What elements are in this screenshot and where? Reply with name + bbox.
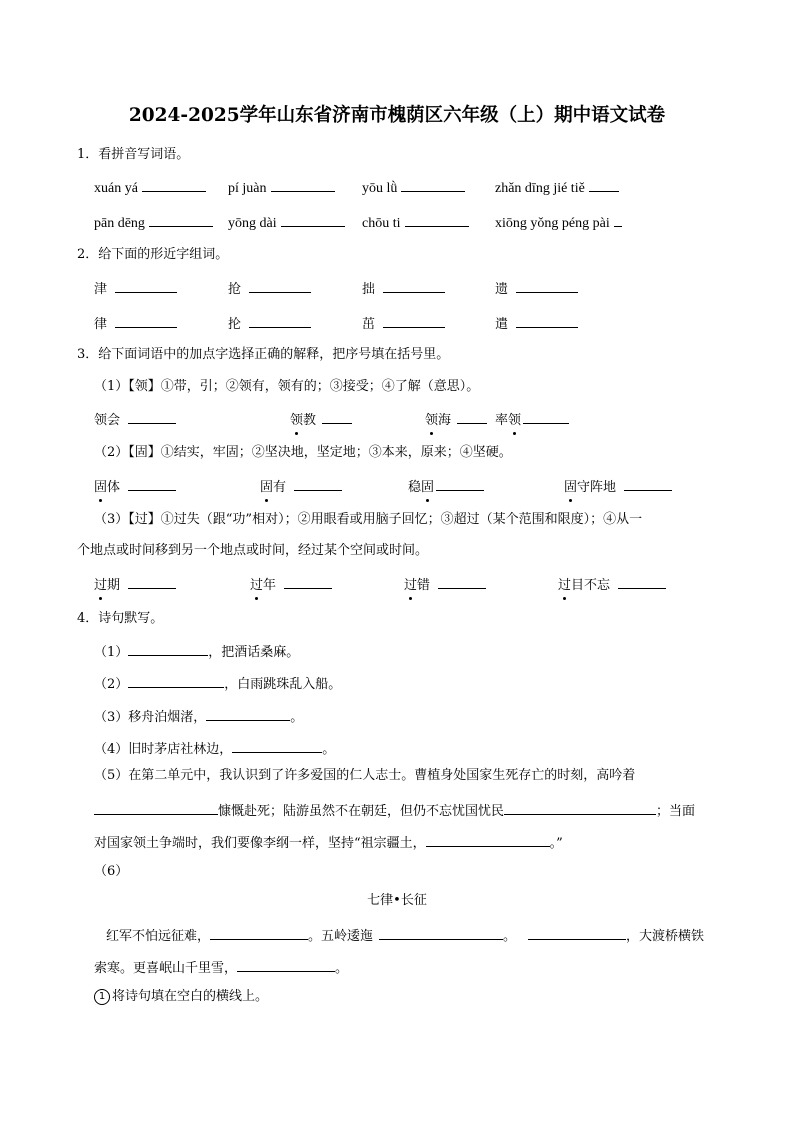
answer-blank[interactable] [128,642,208,656]
answer-blank[interactable] [249,314,311,328]
page-title: 2024-2025学年山东省济南市槐荫区六年级（上）期中语文试卷 [128,105,666,126]
answer-blank[interactable] [271,178,335,192]
answer-blank[interactable] [618,575,666,589]
answer-blank[interactable] [624,477,672,491]
answer-blank[interactable] [128,575,176,589]
answer-blank[interactable] [379,926,503,940]
q3-word: 稳固 [408,477,484,497]
answer-blank[interactable] [383,314,445,328]
q2-item [495,279,578,299]
q2-item [228,279,311,299]
answer-blank[interactable] [528,926,626,940]
q2-item [94,314,177,334]
dotted-char: 固 [94,480,108,495]
q1-item [495,213,622,233]
pinyin: zhǎn dīng jié tiě [495,181,585,196]
dotted-char: 领 [290,413,304,428]
q3-word: 过期 [94,575,176,595]
q4-heading: 4．诗句默写。 [77,611,164,626]
character: 抡 [228,317,242,332]
answer-blank[interactable] [436,477,484,491]
q2-item [495,314,578,334]
poem-line-2: 索寒。更喜岷山千里雪， 。 [94,958,348,978]
pinyin: pí juàn [228,181,267,196]
q1-item [495,178,619,198]
answer-blank[interactable] [149,213,213,227]
answer-blank[interactable] [128,410,176,424]
q3-def-gu: （2）【固】①结实，牢固；②坚决地，坚定地；③本来，原来；④坚硬。 [94,445,512,460]
q3-word: 过错 [404,575,486,595]
answer-blank[interactable] [589,178,619,192]
poem-title: 七律•长征 [367,893,427,908]
answer-blank[interactable] [426,833,550,847]
character: 茁 [362,317,376,332]
q2-item [362,279,445,299]
pinyin: yōu lǜ [362,181,398,196]
character: 津 [94,282,108,297]
character: 抢 [228,282,242,297]
q1-item [228,213,345,233]
answer-blank[interactable] [516,279,578,293]
answer-blank[interactable] [128,477,176,491]
q3-word: 固有 [260,477,342,497]
answer-blank[interactable] [249,279,311,293]
q1-item [362,213,469,233]
q1-item [94,213,213,233]
q4-line-2: （2） ，白雨跳珠乱入船。 [94,674,341,694]
q4-line-6-num: （6） [94,864,129,879]
answer-blank[interactable] [115,314,177,328]
character: 遗 [495,282,509,297]
dotted-char: 领 [508,413,522,428]
answer-blank[interactable] [284,575,332,589]
q3-word: 领教 [290,410,352,430]
pinyin: xiōng yǒng péng pài [495,216,610,231]
answer-blank[interactable] [457,410,487,424]
q4-line-3: （3）移舟泊烟渚， 。 [94,707,303,727]
poem-line-1: 红军不怕远征难， 。五岭逶迤 。 ，大渡桥横铁 [106,926,704,946]
dotted-char: 固 [564,480,578,495]
q4-line-1: （1） ，把酒话桑麻。 [94,642,299,662]
answer-blank[interactable] [232,739,322,753]
q4-line-5c: 对国家领土争端时，我们要像李纲一样，坚持“祖宗疆土， 。” [94,833,563,853]
answer-blank[interactable] [237,958,335,972]
q3-def-ling: （1）【领】①带，引；②领有，领有的；③接受；④了解（意思）。 [94,379,480,394]
dotted-char: 过 [404,578,418,593]
pinyin: xuán yá [94,181,138,196]
q1-item [94,178,206,198]
q3-word: 过年 [250,575,332,595]
character: 遣 [495,317,509,332]
answer-blank[interactable] [516,314,578,328]
q3-word: 固体 [94,477,176,497]
q3-word: 固守阵地 [564,477,672,497]
q3-def-guo-1: （3）【过】①过失（跟“功”相对）；②用眼看或用脑子回忆；③超过（某个范围和限度）；④从一 [94,512,643,527]
character: 律 [94,317,108,332]
answer-blank[interactable] [383,279,445,293]
answer-blank[interactable] [94,801,218,815]
q2-item [94,279,177,299]
answer-blank[interactable] [401,178,465,192]
pinyin: chōu ti [362,216,401,231]
answer-blank[interactable] [322,410,352,424]
q3-def-guo-2: 个地点或时间移到另一个地点或时间，经过某个空间或时间。 [77,543,429,558]
dotted-char: 领 [425,413,439,428]
q2-item [362,314,445,334]
q4-line-5a: （5）在第二单元中，我认识到了许多爱国的仁人志士。曹植身处国家生死存亡的时刻，高吟着 [94,768,636,783]
q3-word: 领海 [425,410,487,430]
q4-task: 1 将诗句填在空白的横线上。 [94,988,268,1006]
dotted-char: 固 [260,480,274,495]
dotted-char: 过 [558,578,572,593]
q4-line-5b: 慷慨赴死；陆游虽然不在朝廷，但仍不忘忧国忧民 ；当面 [94,801,695,821]
circled-number: 1 [94,989,110,1005]
answer-blank[interactable] [281,213,345,227]
q2-heading: 2．给下面的形近字组词。 [77,247,229,262]
character: 拙 [362,282,376,297]
q1-item [362,178,465,198]
q3-word: 领会 [94,410,176,430]
answer-blank[interactable] [504,801,656,815]
dotted-char: 过 [94,578,108,593]
answer-blank[interactable] [614,213,622,227]
q1-heading: 1．看拼音写词语。 [77,147,190,162]
answer-blank[interactable] [142,178,206,192]
answer-blank[interactable] [438,575,486,589]
pinyin: yōng dài [228,216,277,231]
answer-blank[interactable] [115,279,177,293]
answer-blank[interactable] [523,410,569,424]
answer-blank[interactable] [206,707,290,721]
dotted-char: 固 [421,480,435,495]
q1-item [228,178,335,198]
answer-blank[interactable] [294,477,342,491]
q4-line-4: （4）旧时茅店社林边， 。 [94,739,335,759]
dotted-char: 过 [250,578,264,593]
answer-blank[interactable] [128,674,224,688]
pinyin: pān dēng [94,216,145,231]
q3-word: 过目不忘 [558,575,666,595]
q3-heading: 3．给下面词语中的加点字选择正确的解释，把序号填在括号里。 [77,347,450,362]
answer-blank[interactable] [210,926,308,940]
q2-item [228,314,311,334]
q3-word: 率领 [495,410,569,430]
answer-blank[interactable] [405,213,469,227]
